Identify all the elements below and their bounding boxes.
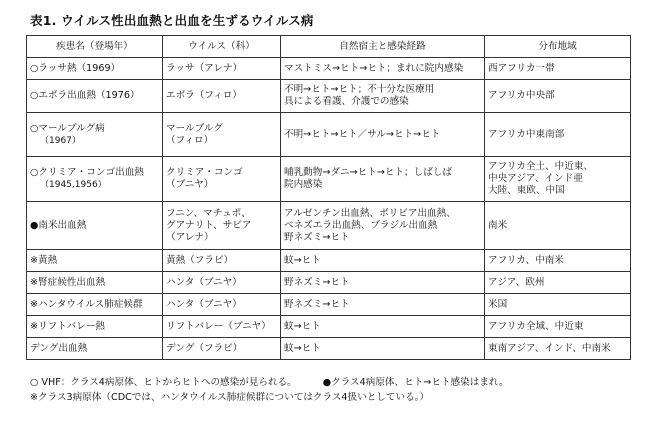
disease-year: （1967） <box>40 135 81 146</box>
table-title: 表1. ウイルス性出血熱と出血を生ずるウイルス病 <box>30 13 314 28</box>
disease-cell <box>27 316 163 338</box>
region-cell: アジア、欧州 <box>485 272 631 294</box>
route-cell: 野ネズミ→ヒト <box>281 272 485 294</box>
header-region: 分布地域 <box>485 36 631 58</box>
disease-name: ○ラッサ熱（1969） <box>30 62 121 74</box>
footnote-vhf: ○ VHF：クラス4病原体、ヒトからヒトへの感染が見られる。 <box>30 377 297 388</box>
route-cell: 不明→ヒト→ヒト；不十分な医療用 具による看護、介護での感染 <box>281 80 485 113</box>
table-row <box>27 338 631 360</box>
region-cell: アフリカ中央部 <box>485 80 631 113</box>
disease-cell <box>27 338 163 360</box>
region-cell: アフリカ全域、中近東 <box>485 316 631 338</box>
table-row <box>27 294 631 316</box>
table-row <box>27 113 631 157</box>
table-row <box>27 202 631 250</box>
virus-cell: デング（フラビ） <box>163 338 281 360</box>
disease-name: ※黄熱 <box>30 254 58 266</box>
route-cell: 蚊→ヒト <box>281 338 485 360</box>
virus-cell: ハンタ（ブニヤ） <box>163 272 281 294</box>
region-cell: 米国 <box>485 294 631 316</box>
header-row <box>27 36 631 58</box>
virus-cell: ハンタ（ブニヤ） <box>163 294 281 316</box>
region-cell: アフリカ中東南部 <box>485 113 631 157</box>
disease-cell <box>27 202 163 250</box>
disease-cell <box>27 250 163 272</box>
table-row <box>27 316 631 338</box>
virus-cell: クリミア・コンゴ （ブニヤ） <box>163 157 281 202</box>
route-cell: 不明→ヒト→ヒト／サル→ヒト→ヒト <box>281 113 485 157</box>
region-cell: 南米 <box>485 202 631 250</box>
disease-cell <box>27 157 163 202</box>
disease-name: ※リフトバレー熱 <box>30 320 106 332</box>
table-row <box>27 250 631 272</box>
region-cell: 西アフリカ一帯 <box>485 58 631 80</box>
virus-cell: エボラ（フィロ） <box>163 80 281 113</box>
virus-cell: リフトバレー（ブニヤ） <box>163 316 281 338</box>
disease-cell <box>27 294 163 316</box>
virus-cell: ラッサ（アレナ） <box>163 58 281 80</box>
route-cell: 野ネズミ→ヒト <box>281 294 485 316</box>
hemorrhagic-fever-table <box>26 35 631 360</box>
disease-name: ●南米出血熱 <box>30 219 87 231</box>
disease-name: デング出血熱 <box>30 342 88 354</box>
footnote-line-1 <box>30 375 509 390</box>
disease-year: （1945,1956） <box>40 180 107 190</box>
route-cell: アルゼンチン出血熱、ボリビア出血熱、 ベネズエラ出血熱、ブラジル出血熱 野ネズミ→ヒト <box>281 202 485 250</box>
disease-cell <box>27 113 163 157</box>
virus-cell: フニン、マチュポ、 グアナリト、サビア （アレナ） <box>163 202 281 250</box>
region-cell: アフリカ、中南米 <box>485 250 631 272</box>
route-cell: 蚊→ヒト <box>281 316 485 338</box>
route-cell: 哺乳動物→ダニ→ヒト→ヒト；しばしば 院内感染 <box>281 157 485 202</box>
header-virus: ウイルス（科） <box>163 36 281 58</box>
table-row <box>27 157 631 202</box>
footnote-class3: ※クラス3病原体（CDCでは、ハンタウイルス肺症候群についてはクラス4扱いとしている。） <box>30 392 430 403</box>
route-cell: マストミス→ヒト→ヒト；まれに院内感染 <box>281 58 485 80</box>
route-cell: 蚊→ヒト <box>281 250 485 272</box>
disease-name: ○マールブルグ病 <box>30 122 105 134</box>
disease-cell <box>27 58 163 80</box>
disease-name: ※ハンタウイルス肺症候群 <box>30 298 143 310</box>
footnote-class4: ●クラス4病原体、ヒト→ヒト感染はまれ。 <box>322 377 509 388</box>
virus-cell: 黄熱（フラビ） <box>163 250 281 272</box>
table-row <box>27 272 631 294</box>
disease-name: ※腎症候性出血熱 <box>30 276 106 288</box>
table-row <box>27 80 631 113</box>
header-route: 自然宿主と感染経路 <box>281 36 485 58</box>
disease-name: ○エボラ出血熱（1976） <box>30 90 140 101</box>
footnotes <box>30 375 509 405</box>
region-cell: 東南アジア、インド、中南米 <box>485 338 631 360</box>
table-row <box>27 58 631 80</box>
disease-cell <box>27 80 163 113</box>
virus-cell: マールブルグ （フィロ） <box>163 113 281 157</box>
disease-name: ○クリミア・コンゴ出血熱 <box>30 167 144 178</box>
disease-cell <box>27 272 163 294</box>
region-cell: アフリカ全土、中近東、 中央アジア、インド亜 大陸、東欧、中国 <box>485 157 631 202</box>
header-disease: 疾患名（登場年） <box>27 36 163 58</box>
